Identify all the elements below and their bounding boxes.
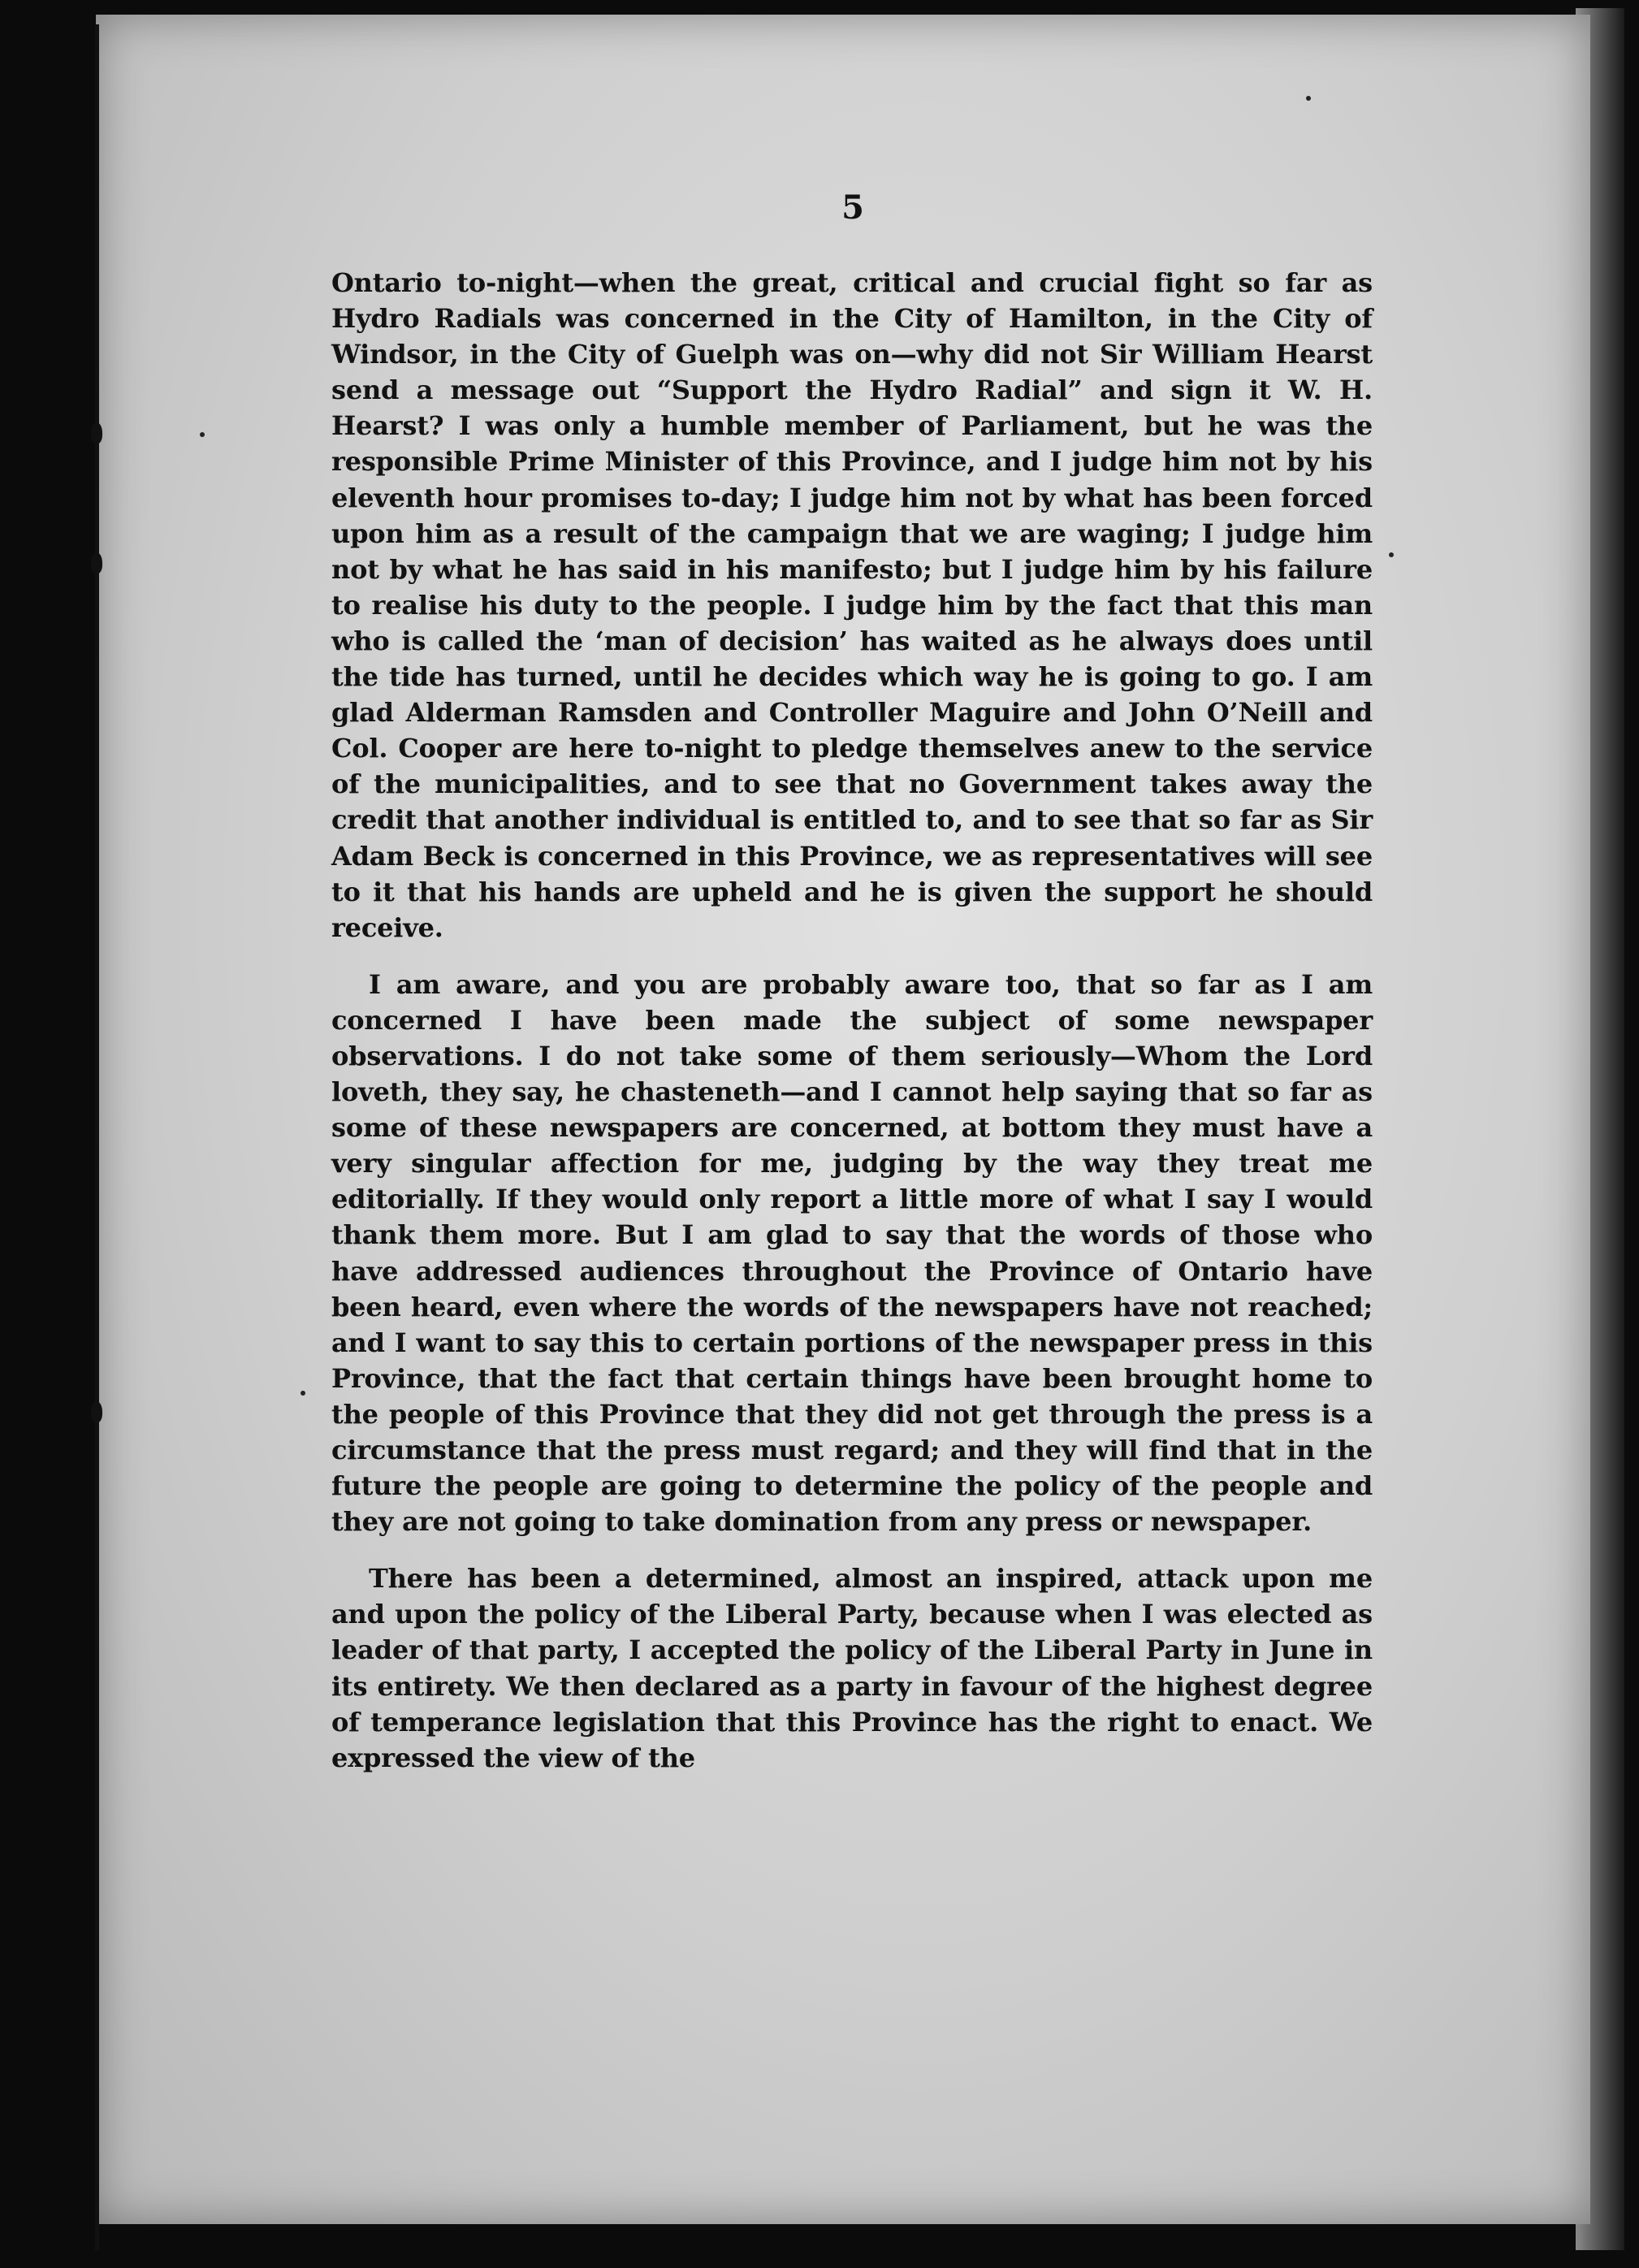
scan-speck [1306, 96, 1311, 101]
binding-mark [91, 422, 102, 444]
paragraph-2: I am aware, and you are probably aware too, that so far as I am concerned I have been made the subject of some newspaper observations. I do not take some of them seriously—Whom the Lord loveth, they say, he chasteneth—and I cannot help saying that so far as some of these newspapers are concerned, at bottom they must have a very singular affection for me, judging by the way they treat me editorially. If they would only report a little more of what I say I would thank them more. But I am glad to say that the words of those who have addressed audiences throughout the Province of Ontario have been heard, even where the words of the newspapers have not reached; and I want to say this to certain portions of the newspaper press in this Province, that the fact that certain things have been brought home to the people of this Province that they did not get through the press is a circumstance that the press must regard; and they will find that in the future the people are going to determine the policy of the people and they are not going to take domination from any press or newspaper. [331, 968, 1373, 1538]
binding-mark [91, 1401, 102, 1422]
paragraph-1: Ontario to-night—when the great, critical and crucial fight so far as Hydro Radials was concerned in the City of Hamilton, in the City of Windsor, in the City of Guelph was on—why did not Sir William Hearst send a message out “Support the Hydro Radial” and sign it W. H. Hearst? I was only a humble member of Parliament, but he was the responsible Prime Minister of this Province, and I judge him not by his eleventh hour promises to-day; I judge him not by what has been forced upon him as a result of the campaign that we are waging; I judge him not by what he has said in his manifesto; but I judge him by his failure to realise his duty to the people. I judge him by the fact that this man who is called the ‘man of decision’ has waited as he always does until the tide has turned, until he decides which way he is going to go. I am glad Alderman Ramsden and Controller Maguire and John O’Neill and Col. Cooper are here to-night to pledge themselves anew to the service of the municipalities, and to see that no Government takes away the credit that another individual is entitled to, and to see that so far as Sir Adam Beck is concerned in this Province, we as representatives will see to it that his hands are upheld and he is given the support he should receive. [331, 267, 1373, 943]
paragraph-3: There has been a determined, almost an inspired, attack upon me and upon the policy of the Liberal Party, because when I was elected as leader of that party, I accepted the policy of the Liberal Party in June in its entirety. We then declared as a party in favour of the highest degree of temperance legislation that this Province has the right to enact. We expressed the view of the [331, 1563, 1373, 1773]
scan-speck [1389, 552, 1394, 557]
binding-rule [95, 24, 99, 2250]
page-number: 5 [841, 188, 864, 227]
binding-mark [91, 552, 102, 573]
body-text [331, 265, 1373, 1776]
scan-speck [200, 432, 205, 437]
scan-speck [301, 1391, 305, 1396]
